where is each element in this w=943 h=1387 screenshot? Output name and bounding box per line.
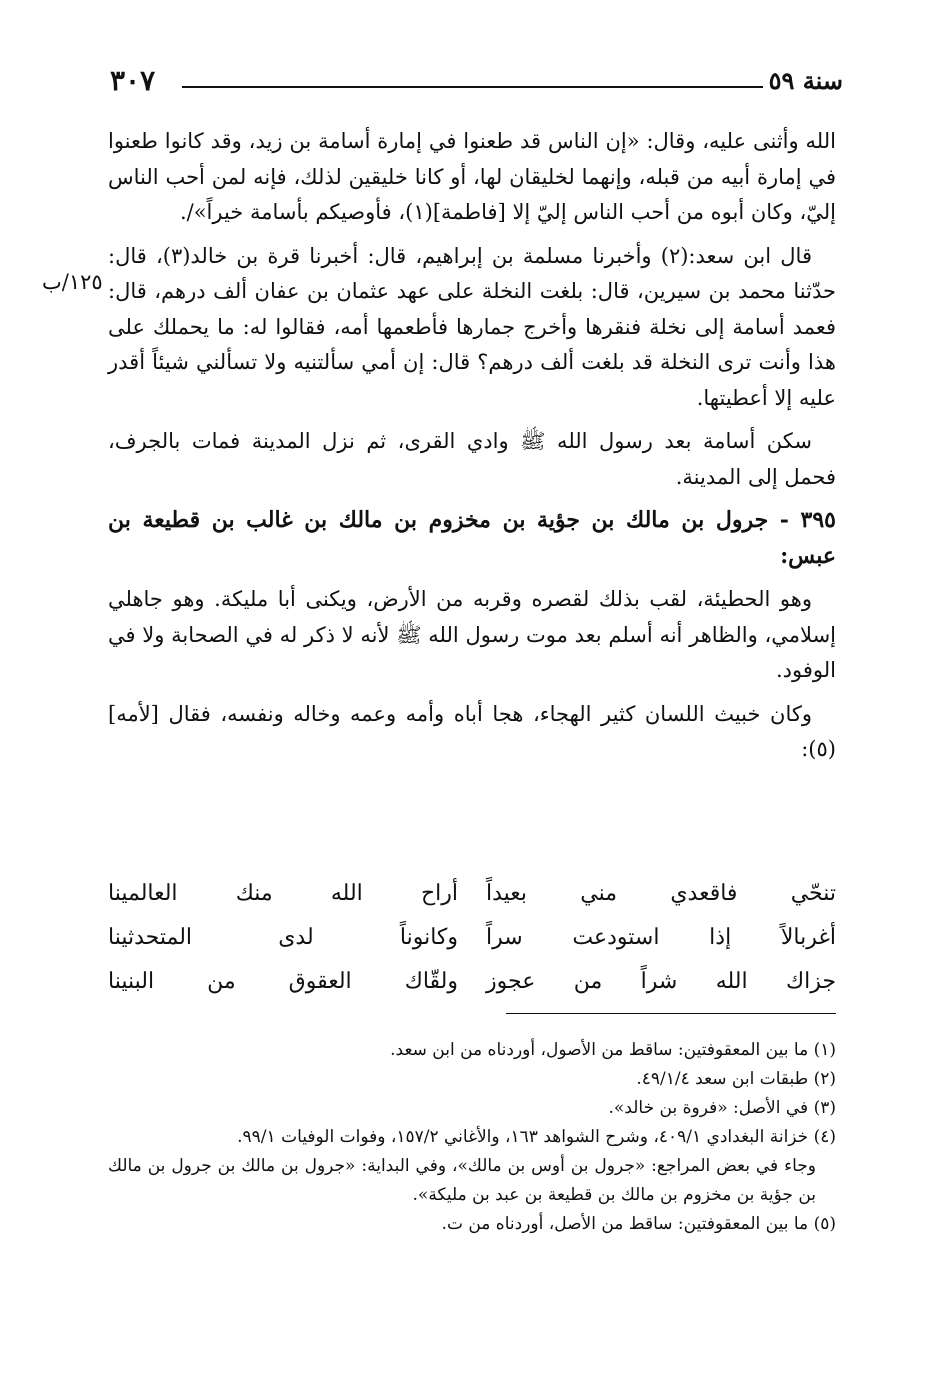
verse-first-hemistich: أغربالاً إذا استودعت سراً (486, 925, 836, 950)
poem-verse (108, 916, 836, 960)
footnote: (٢) طبقات ابن سعد ٤٩/١/٤. (636, 1069, 836, 1089)
page-header (110, 64, 843, 104)
footnote-continuation: وجاء في بعض المراجع: «جرول بن أوس بن مالك»، وفي البداية: «جرول بن مالك بن جرول بن مالك بن جؤية بن مخزوم بن مالك بن قطيعة بن عبد بن مليكة». (108, 1156, 816, 1205)
paragraph-ibn-saad: قال ابن سعد:(٢) وأخبرنا مسلمة بن إبراهيم، قال: أخبرنا قرة بن خالد(٣)، قال: حدّثنا محمد بن سيرين، قال: بلغت النخلة على عهد عثمان بن عفان ألف درهم، قال: فعمد أسامة إلى نخلة فنقرها وأخرج جمارها فأطعمها أمه، فقالوا له: ما يحملك على هذا وأنت ترى النخلة قد بلغت ألف درهم؟ قال: إن أمي سألتنيه ولا تسألني شيئاً أقدر عليه إلا أعطيتها. (108, 243, 836, 410)
footnote: (١) ما بين المعقوفتين: ساقط من الأصول، أوردناه من ابن سعد. (390, 1040, 836, 1060)
paragraph-hadith: الله وأثنى عليه، وقال: «إن الناس قد طعنوا في إمارة أسامة بن زيد، وقد كانوا طعنوا في إمارة أبيه من قبله، وإنهما لخليقان لها، أو كانا خليقين لذلك، فإنه لمن أحب الناس إليّ، وكان أبوه من أحب الناس إليّ إلا [فاطمة](١)، فأوصيكم بأسامة خيراً»/. (108, 129, 836, 224)
entry-heading: ٣٩٥ - جرول بن مالك بن جؤية بن مخزوم بن مالك بن غالب بن قطيعة بن عبس: (108, 507, 836, 569)
poem-verse (108, 872, 836, 916)
poem (108, 872, 836, 1004)
paragraph-satire: وكان خبيث اللسان كثير الهجاء، هجا أباه وأمه وعمه وخاله ونفسه، فقال [لأمه](٥): (108, 701, 836, 761)
footnote: (٤) خزانة البغدادي ٤٠٩/١، وشرح الشواهد ١٦٣، والأغاني ١٥٧/٢، وفوات الوفيات ٩٩/١. (237, 1127, 836, 1147)
page-number: ٣٠٧ (110, 64, 156, 97)
manuscript-folio-marker: ١٢٥/ب (42, 270, 103, 294)
main-text (108, 124, 836, 776)
running-head-year: سنة ٥٩ (768, 66, 843, 95)
poem-verse (108, 960, 836, 1004)
verse-second-hemistich: وكانوناً لدى المتحدثينا (108, 925, 458, 950)
footnote: (٣) في الأصل: «فروة بن خالد». (608, 1098, 836, 1118)
footnote-separator (506, 1013, 836, 1014)
header-rule (182, 86, 763, 88)
verse-second-hemistich: أراح الله منك العالمينا (108, 881, 458, 906)
paragraph-hutayah: وهو الحطيئة، لقب بذلك لقصره وقربه من الأرض، ويكنى أبا مليكة. وهو جاهلي إسلامي، والظاهر أنه أسلم بعد موت رسول الله ﷺ لأنه لا ذكر له في الصحابة ولا في الوفود. (108, 587, 836, 682)
footnotes (108, 1036, 836, 1239)
paragraph-residence: سكن أسامة بعد رسول الله ﷺ وادي القرى، ثم نزل المدينة فمات بالجرف، فحمل إلى المدينة. (108, 429, 836, 489)
verse-second-hemistich: ولقّاك العقوق من البنينا (108, 969, 458, 994)
verse-first-hemistich: جزاك الله شراً من عجوز (486, 969, 836, 994)
footnote: (٥) ما بين المعقوفتين: ساقط من الأصل، أوردناه من ت. (441, 1214, 836, 1234)
verse-first-hemistich: تنحّي فاقعدي مني بعيداً (486, 881, 836, 906)
